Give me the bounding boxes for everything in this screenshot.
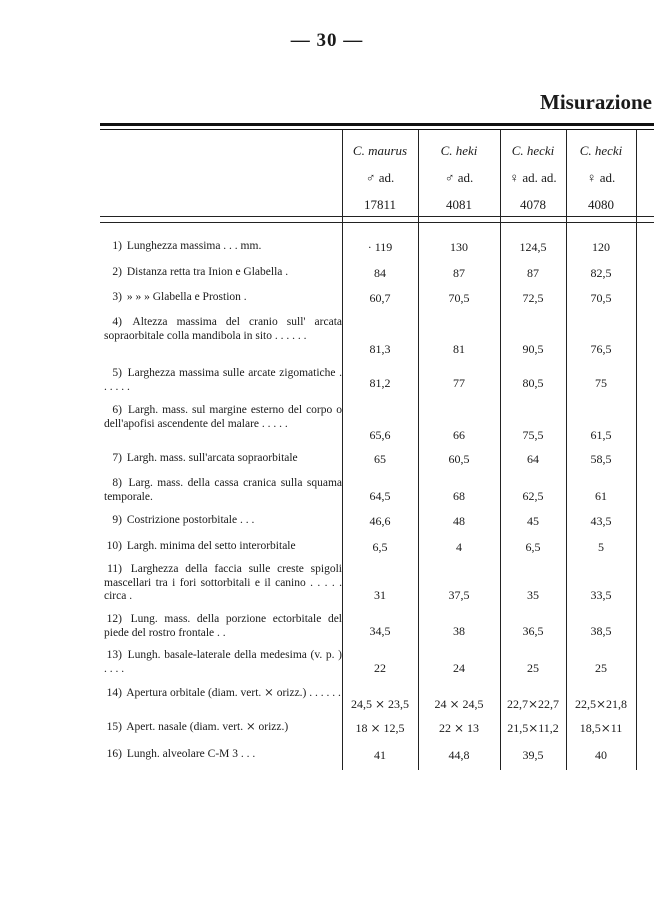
value-cell: 120 (592, 240, 610, 254)
row-number: 3) (112, 291, 122, 303)
column-header-sex: ♂ ad. (365, 170, 395, 185)
row-number: 11) (107, 563, 122, 575)
value-cell: 58,5 (590, 452, 612, 466)
value-cell: 82,5 (590, 266, 612, 280)
row-number: 7) (112, 452, 122, 464)
value-cell: 31 (374, 588, 386, 602)
row-label (104, 687, 342, 701)
value-cell: 64,5 (369, 489, 391, 503)
column-header-number: 4078 (520, 197, 546, 212)
column-header-number: 17811 (363, 197, 397, 212)
value-cell: 18 ⨯ 12,5 (355, 721, 405, 735)
row-label-text: Lungh. alveolare C-M 3 . . . (124, 748, 256, 760)
value-cell: 76,5 (590, 342, 612, 356)
value-cell: 24 ⨯ 24,5 (434, 697, 484, 711)
column-header-sex: ♀ ad. ad. (509, 170, 557, 185)
row-number: 14) (106, 687, 122, 699)
value-cell: 75 (595, 376, 607, 390)
value-cell: 48 (453, 514, 465, 528)
row-label-text: Lunghezza massima . . . mm. (124, 240, 262, 252)
row-number: 10) (106, 540, 122, 552)
row-label-text: Larghezza della faccia sulle creste spigoli mascellari tra i fori sottorbitali e il canino . . . . . circa . (104, 563, 342, 602)
row-label-text: Lung. mass. della porzione ectorbitale del piede del rostro frontale . . (104, 613, 342, 639)
value-cell: 130 (450, 240, 468, 254)
value-cell: 39,5 (522, 748, 544, 762)
row-label-text: Larghezza massima sulle arcate zigomatiche . . . . . . (104, 367, 342, 393)
value-cell: 18,5⨯11 (579, 721, 623, 735)
row-label-text: Larg. mass. della cassa cranica sulla squama temporale. (104, 477, 342, 503)
value-cell: 24,5 ⨯ 23,5 (350, 697, 410, 711)
value-cell: 66 (453, 428, 465, 442)
value-cell: 24 (453, 661, 465, 675)
value-cell: 22 (374, 661, 386, 675)
row-label-text: Lungh. basale-laterale della medesima (v. p. ) . . . . (104, 649, 342, 675)
page-number: — 30 — (290, 30, 364, 51)
value-cell: 81 (453, 342, 465, 356)
value-cell: 124,5 (519, 240, 547, 254)
value-cell: 68 (453, 489, 465, 503)
value-cell: 70,5 (590, 291, 612, 305)
row-label-text: Costrizione postorbitale . . . (124, 514, 255, 526)
value-cell: 44,8 (448, 748, 470, 762)
row-number: 6) (112, 404, 122, 416)
row-label-text: Largh. mass. sul margine esterno del corpo o dell'apofisi ascendente del malare . . . . . (104, 404, 342, 430)
row-label (104, 721, 342, 735)
row-label (104, 316, 342, 343)
value-cell: 4 (456, 540, 462, 554)
column-header-number: 4080 (588, 197, 614, 212)
header-bottom-rule (100, 216, 654, 217)
top-rule-thin (100, 129, 654, 130)
row-label (104, 404, 342, 431)
value-cell: 70,5 (448, 291, 470, 305)
column-header-number: 4081 (446, 197, 472, 212)
column-header-name: C. heki (440, 143, 478, 158)
row-label-text: Apert. nasale (diam. vert. ⨯ orizz.) (124, 721, 289, 733)
value-cell: 65 (374, 452, 386, 466)
row-label-text: Largh. minima del setto interorbitale (124, 540, 296, 552)
row-label-text: Distanza retta tra Inion e Glabella . (124, 266, 289, 278)
value-cell: 6,5 (372, 540, 388, 554)
value-cell: 60,7 (369, 291, 391, 305)
row-number: 5) (112, 367, 122, 379)
row-number: 4) (112, 316, 122, 328)
row-number: 9) (112, 514, 122, 526)
value-cell: 35 (527, 588, 539, 602)
row-label (104, 649, 342, 676)
value-cell: 64 (527, 452, 539, 466)
value-cell: 61,5 (590, 428, 612, 442)
value-cell: 38,5 (590, 624, 612, 638)
value-cell: 72,5 (522, 291, 544, 305)
value-cell: 34,5 (369, 624, 391, 638)
column-header-sex: ♂ ad. (444, 170, 474, 185)
value-cell: 60,5 (448, 452, 470, 466)
row-label (104, 514, 342, 528)
value-cell: 6,5 (525, 540, 541, 554)
value-cell: 43,5 (590, 514, 612, 528)
row-label (104, 477, 342, 504)
value-cell: 77 (453, 376, 465, 390)
value-cell: · 119 (367, 240, 393, 254)
column-divider (636, 130, 637, 770)
row-number: 15) (106, 721, 122, 733)
value-cell: 81,2 (369, 376, 391, 390)
value-cell: 45 (527, 514, 539, 528)
value-cell: 65,6 (369, 428, 391, 442)
row-label (104, 367, 342, 394)
row-label (104, 240, 342, 254)
value-cell: 84 (374, 266, 386, 280)
row-label (104, 613, 342, 640)
value-cell: 87 (527, 266, 539, 280)
value-cell: 22,5⨯21,8 (574, 697, 628, 711)
value-cell: 22,7⨯22,7 (506, 697, 560, 711)
row-number: 16) (106, 748, 122, 760)
row-number: 12) (106, 613, 122, 625)
value-cell: 90,5 (522, 342, 544, 356)
row-label (104, 266, 342, 280)
value-cell: 25 (527, 661, 539, 675)
row-number: 13) (106, 649, 122, 661)
value-cell: 22 ⨯ 13 (438, 721, 480, 735)
row-label-text: Apertura orbitale (diam. vert. ⨯ orizz.) . . . . . . (124, 687, 341, 699)
row-label (104, 540, 342, 554)
column-header-name: C. hecki (511, 143, 555, 158)
value-cell: 37,5 (448, 588, 470, 602)
value-cell: 5 (598, 540, 604, 554)
row-label-text: » » » Glabella e Prostion . (124, 291, 247, 303)
value-cell: 80,5 (522, 376, 544, 390)
row-number: 8) (112, 477, 122, 489)
row-label (104, 291, 342, 305)
row-label (104, 563, 342, 604)
column-header-name: C. maurus (352, 143, 408, 158)
value-cell: 87 (453, 266, 465, 280)
section-title: Misurazione (540, 90, 652, 114)
value-cell: 36,5 (522, 624, 544, 638)
value-cell: 75,5 (522, 428, 544, 442)
row-label (104, 748, 342, 762)
row-label-text: Largh. mass. sull'arcata sopraorbitale (124, 452, 298, 464)
value-cell: 41 (374, 748, 386, 762)
row-label (104, 452, 342, 466)
row-number: 1) (112, 240, 122, 252)
row-number: 2) (112, 266, 122, 278)
value-cell: 62,5 (522, 489, 544, 503)
column-header-sex: ♀ ad. (586, 170, 616, 185)
value-cell: 81,3 (369, 342, 391, 356)
value-cell: 25 (595, 661, 607, 675)
top-rule-thick (100, 123, 654, 126)
value-cell: 46,6 (369, 514, 391, 528)
value-cell: 40 (595, 748, 607, 762)
value-cell: 61 (595, 489, 607, 503)
value-cell: 38 (453, 624, 465, 638)
value-cell: 33,5 (590, 588, 612, 602)
header-bottom-rule-short (100, 222, 654, 223)
column-header-name: C. hecki (579, 143, 623, 158)
value-cell: 21,5⨯11,2 (507, 721, 559, 735)
row-label-text: Altezza massima del cranio sull' arcata sopraorbitale colla mandibola in sito . . . . . . (104, 316, 342, 342)
